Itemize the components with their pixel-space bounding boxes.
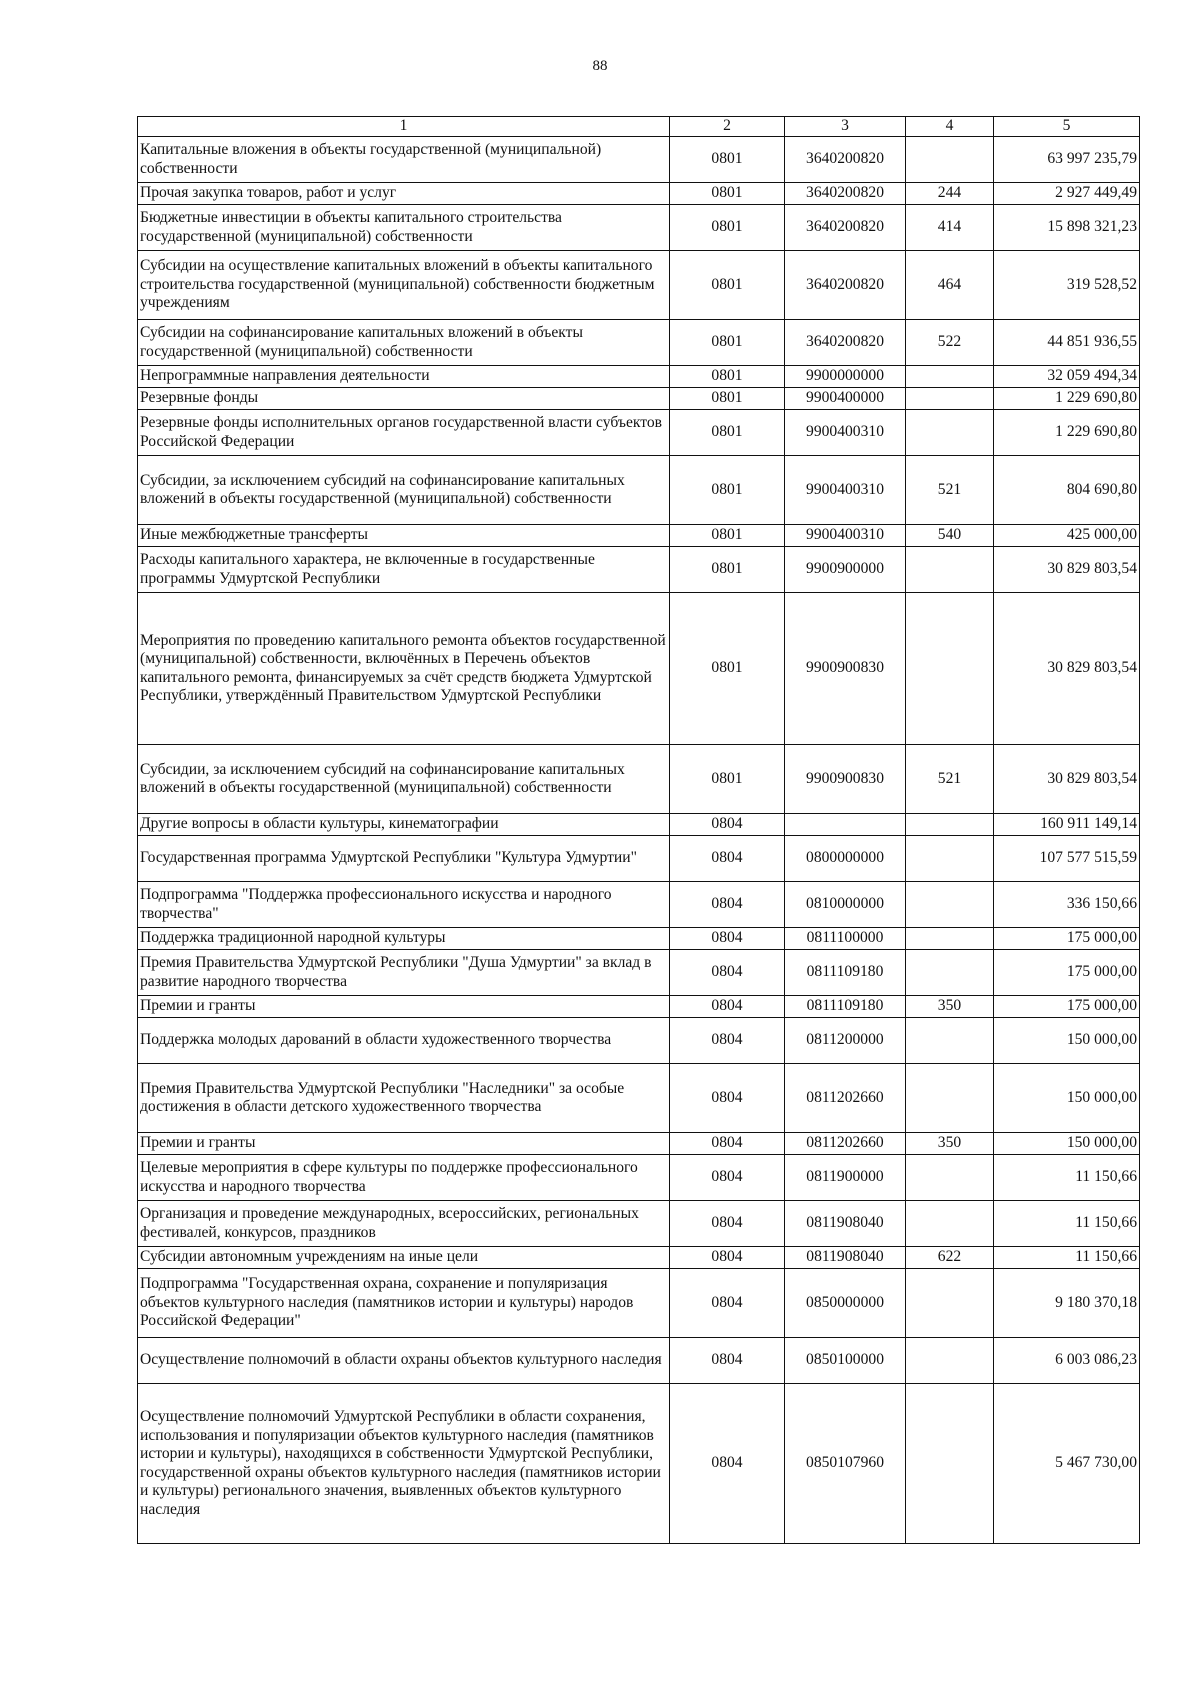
row-expense-type (906, 950, 994, 996)
row-sum: 6 003 086,23 (994, 1338, 1140, 1384)
row-article: 0811202660 (785, 1064, 906, 1133)
row-name: Осуществление полномочий в области охраны объектов культурного наследия (138, 1338, 670, 1384)
row-section: 0804 (670, 1018, 785, 1064)
table-row (138, 388, 1140, 410)
row-section: 0804 (670, 1247, 785, 1269)
row-expense-type (906, 1338, 994, 1384)
row-sum: 425 000,00 (994, 525, 1140, 547)
table-row (138, 996, 1140, 1018)
row-section: 0801 (670, 183, 785, 205)
row-sum: 2 927 449,49 (994, 183, 1140, 205)
row-name: Премия Правительства Удмуртской Республики "Душа Удмуртии" за вклад в развитие народного творчества (138, 950, 670, 996)
row-section: 0801 (670, 410, 785, 456)
row-sum: 11 150,66 (994, 1247, 1140, 1269)
row-article: 0850107960 (785, 1384, 906, 1544)
row-expense-type (906, 814, 994, 836)
row-section: 0804 (670, 928, 785, 950)
budget-table (137, 116, 1140, 1544)
row-expense-type (906, 882, 994, 928)
row-name: Резервные фонды исполнительных органов государственной власти субъектов Российской Федерации (138, 410, 670, 456)
row-section: 0801 (670, 388, 785, 410)
row-name: Целевые мероприятия в сфере культуры по поддержке профессионального искусства и народного творчества (138, 1155, 670, 1201)
table-row (138, 1133, 1140, 1155)
row-section: 0801 (670, 745, 785, 814)
row-section: 0804 (670, 996, 785, 1018)
row-article: 3640200820 (785, 183, 906, 205)
row-expense-type: 521 (906, 456, 994, 525)
row-article: 0811109180 (785, 996, 906, 1018)
row-section: 0801 (670, 525, 785, 547)
row-section: 0804 (670, 950, 785, 996)
row-article: 0800000000 (785, 836, 906, 882)
row-article: 9900900000 (785, 547, 906, 593)
row-expense-type (906, 1269, 994, 1338)
row-expense-type: 464 (906, 251, 994, 320)
row-sum: 30 829 803,54 (994, 745, 1140, 814)
table-row (138, 928, 1140, 950)
row-name: Субсидии автономным учреждениям на иные цели (138, 1247, 670, 1269)
row-expense-type: 521 (906, 745, 994, 814)
row-article: 0850000000 (785, 1269, 906, 1338)
row-sum: 1 229 690,80 (994, 410, 1140, 456)
row-article: 9900400310 (785, 525, 906, 547)
row-sum: 32 059 494,34 (994, 366, 1140, 388)
row-section: 0801 (670, 205, 785, 251)
table-row (138, 593, 1140, 745)
header-col-5: 5 (994, 117, 1140, 137)
row-article: 3640200820 (785, 205, 906, 251)
table-row (138, 1064, 1140, 1133)
row-article: 0811908040 (785, 1247, 906, 1269)
row-sum: 160 911 149,14 (994, 814, 1140, 836)
row-article: 9900900830 (785, 593, 906, 745)
row-name: Поддержка традиционной народной культуры (138, 928, 670, 950)
table-row (138, 814, 1140, 836)
row-expense-type (906, 388, 994, 410)
row-name: Государственная программа Удмуртской Республики "Культура Удмуртии" (138, 836, 670, 882)
row-expense-type: 540 (906, 525, 994, 547)
row-name: Капитальные вложения в объекты государственной (муниципальной) собственности (138, 137, 670, 183)
table-row (138, 745, 1140, 814)
table-row (138, 1155, 1140, 1201)
row-sum: 15 898 321,23 (994, 205, 1140, 251)
row-sum: 11 150,66 (994, 1201, 1140, 1247)
row-section: 0804 (670, 1133, 785, 1155)
row-sum: 11 150,66 (994, 1155, 1140, 1201)
table-row (138, 525, 1140, 547)
row-section: 0801 (670, 320, 785, 366)
row-section: 0801 (670, 366, 785, 388)
table-row (138, 410, 1140, 456)
row-name: Подпрограмма "Государственная охрана, сохранение и популяризация объектов культурного наследия (памятников истории и культуры) народов Российской Федерации" (138, 1269, 670, 1338)
row-name: Субсидии, за исключением субсидий на софинансирование капитальных вложений в объекты государственной (муниципальной) собственности (138, 456, 670, 525)
page-number: 88 (592, 58, 608, 74)
row-name: Осуществление полномочий Удмуртской Республики в области сохранения, использования и популяризации объектов культурного наследия (памятников истории и культуры), находящихся в собственности Удмуртской Республики, государственной охраны объектов культурного наследия (памятников истории и культуры) регионального значения, выявленных объектов культурного наследия (138, 1384, 670, 1544)
row-sum: 150 000,00 (994, 1133, 1140, 1155)
row-section: 0804 (670, 836, 785, 882)
row-name: Прочая закупка товаров, работ и услуг (138, 183, 670, 205)
row-article: 0811100000 (785, 928, 906, 950)
table-row (138, 836, 1140, 882)
row-section: 0804 (670, 1201, 785, 1247)
row-sum: 30 829 803,54 (994, 547, 1140, 593)
row-article: 3640200820 (785, 251, 906, 320)
row-name: Иные межбюджетные трансферты (138, 525, 670, 547)
row-name: Субсидии, за исключением субсидий на софинансирование капитальных вложений в объекты государственной (муниципальной) собственности (138, 745, 670, 814)
row-sum: 319 528,52 (994, 251, 1140, 320)
row-expense-type (906, 410, 994, 456)
row-name: Организация и проведение международных, всероссийских, региональных фестивалей, конкурсов, праздников (138, 1201, 670, 1247)
header-col-4: 4 (906, 117, 994, 137)
row-expense-type (906, 928, 994, 950)
row-sum: 9 180 370,18 (994, 1269, 1140, 1338)
row-expense-type: 622 (906, 1247, 994, 1269)
row-article: 9900400310 (785, 456, 906, 525)
row-section: 0804 (670, 1064, 785, 1133)
row-section: 0801 (670, 456, 785, 525)
row-section: 0804 (670, 1155, 785, 1201)
row-sum: 63 997 235,79 (994, 137, 1140, 183)
row-section: 0801 (670, 547, 785, 593)
row-name: Резервные фонды (138, 388, 670, 410)
row-expense-type: 350 (906, 996, 994, 1018)
row-expense-type (906, 836, 994, 882)
row-name: Непрограммные направления деятельности (138, 366, 670, 388)
row-section: 0804 (670, 1269, 785, 1338)
row-name: Субсидии на софинансирование капитальных вложений в объекты государственной (муниципальной) собственности (138, 320, 670, 366)
table-row (138, 1201, 1140, 1247)
row-name: Мероприятия по проведению капитального ремонта объектов государственной (муниципальной) собственности, включённых в Перечень объектов капитального ремонта, финансируемых за счёт средств бюджета Удмуртской Республики, утверждённый Правительством Удмуртской Республики (138, 593, 670, 745)
row-sum: 804 690,80 (994, 456, 1140, 525)
row-article: 9900900830 (785, 745, 906, 814)
row-sum: 150 000,00 (994, 1064, 1140, 1133)
row-name: Субсидии на осуществление капитальных вложений в объекты капитального строительства государственной (муниципальной) собственности бюджетным учреждениям (138, 251, 670, 320)
row-article: 0811900000 (785, 1155, 906, 1201)
table-row (138, 456, 1140, 525)
row-section: 0804 (670, 814, 785, 836)
row-section: 0801 (670, 137, 785, 183)
row-sum: 1 229 690,80 (994, 388, 1140, 410)
row-expense-type: 522 (906, 320, 994, 366)
row-sum: 150 000,00 (994, 1018, 1140, 1064)
row-article (785, 814, 906, 836)
table-row (138, 366, 1140, 388)
row-name: Расходы капитального характера, не включенные в государственные программы Удмуртской Республики (138, 547, 670, 593)
row-name: Бюджетные инвестиции в объекты капитального строительства государственной (муниципальной) собственности (138, 205, 670, 251)
row-article: 0850100000 (785, 1338, 906, 1384)
row-name: Премии и гранты (138, 1133, 670, 1155)
table-row (138, 251, 1140, 320)
row-expense-type (906, 1155, 994, 1201)
row-sum: 175 000,00 (994, 950, 1140, 996)
row-sum: 44 851 936,55 (994, 320, 1140, 366)
row-article: 3640200820 (785, 137, 906, 183)
row-section: 0801 (670, 251, 785, 320)
row-name: Другие вопросы в области культуры, кинематографии (138, 814, 670, 836)
row-name: Подпрограмма "Поддержка профессионального искусства и народного творчества" (138, 882, 670, 928)
header-col-3: 3 (785, 117, 906, 137)
row-expense-type (906, 1201, 994, 1247)
table-row (138, 1247, 1140, 1269)
header-col-2: 2 (670, 117, 785, 137)
table-row (138, 205, 1140, 251)
row-article: 3640200820 (785, 320, 906, 366)
row-expense-type (906, 1018, 994, 1064)
table-row (138, 1269, 1140, 1338)
row-article: 9900400310 (785, 410, 906, 456)
row-sum: 30 829 803,54 (994, 593, 1140, 745)
row-article: 0811200000 (785, 1018, 906, 1064)
row-name: Премии и гранты (138, 996, 670, 1018)
row-expense-type (906, 137, 994, 183)
row-name: Премия Правительства Удмуртской Республики "Наследники" за особые достижения в области детского художественного творчества (138, 1064, 670, 1133)
header-row (138, 117, 1140, 137)
row-section: 0801 (670, 593, 785, 745)
row-article: 0811202660 (785, 1133, 906, 1155)
table-row (138, 137, 1140, 183)
row-expense-type (906, 1064, 994, 1133)
row-article: 0811109180 (785, 950, 906, 996)
table-row (138, 1338, 1140, 1384)
table-row (138, 950, 1140, 996)
table-row (138, 547, 1140, 593)
row-article: 0811908040 (785, 1201, 906, 1247)
table-row (138, 183, 1140, 205)
row-expense-type: 414 (906, 205, 994, 251)
table-row (138, 1384, 1140, 1544)
row-expense-type (906, 1384, 994, 1544)
row-expense-type (906, 547, 994, 593)
row-section: 0804 (670, 882, 785, 928)
row-sum: 175 000,00 (994, 928, 1140, 950)
row-expense-type: 350 (906, 1133, 994, 1155)
row-section: 0804 (670, 1384, 785, 1544)
row-expense-type (906, 366, 994, 388)
row-sum: 175 000,00 (994, 996, 1140, 1018)
row-expense-type: 244 (906, 183, 994, 205)
row-sum: 336 150,66 (994, 882, 1140, 928)
row-sum: 5 467 730,00 (994, 1384, 1140, 1544)
row-sum: 107 577 515,59 (994, 836, 1140, 882)
header-col-1: 1 (138, 117, 670, 137)
row-article: 9900400000 (785, 388, 906, 410)
row-article: 9900000000 (785, 366, 906, 388)
row-name: Поддержка молодых дарований в области художественного творчества (138, 1018, 670, 1064)
table-row (138, 320, 1140, 366)
table-row (138, 1018, 1140, 1064)
row-expense-type (906, 593, 994, 745)
row-section: 0804 (670, 1338, 785, 1384)
table-row (138, 882, 1140, 928)
row-article: 0810000000 (785, 882, 906, 928)
